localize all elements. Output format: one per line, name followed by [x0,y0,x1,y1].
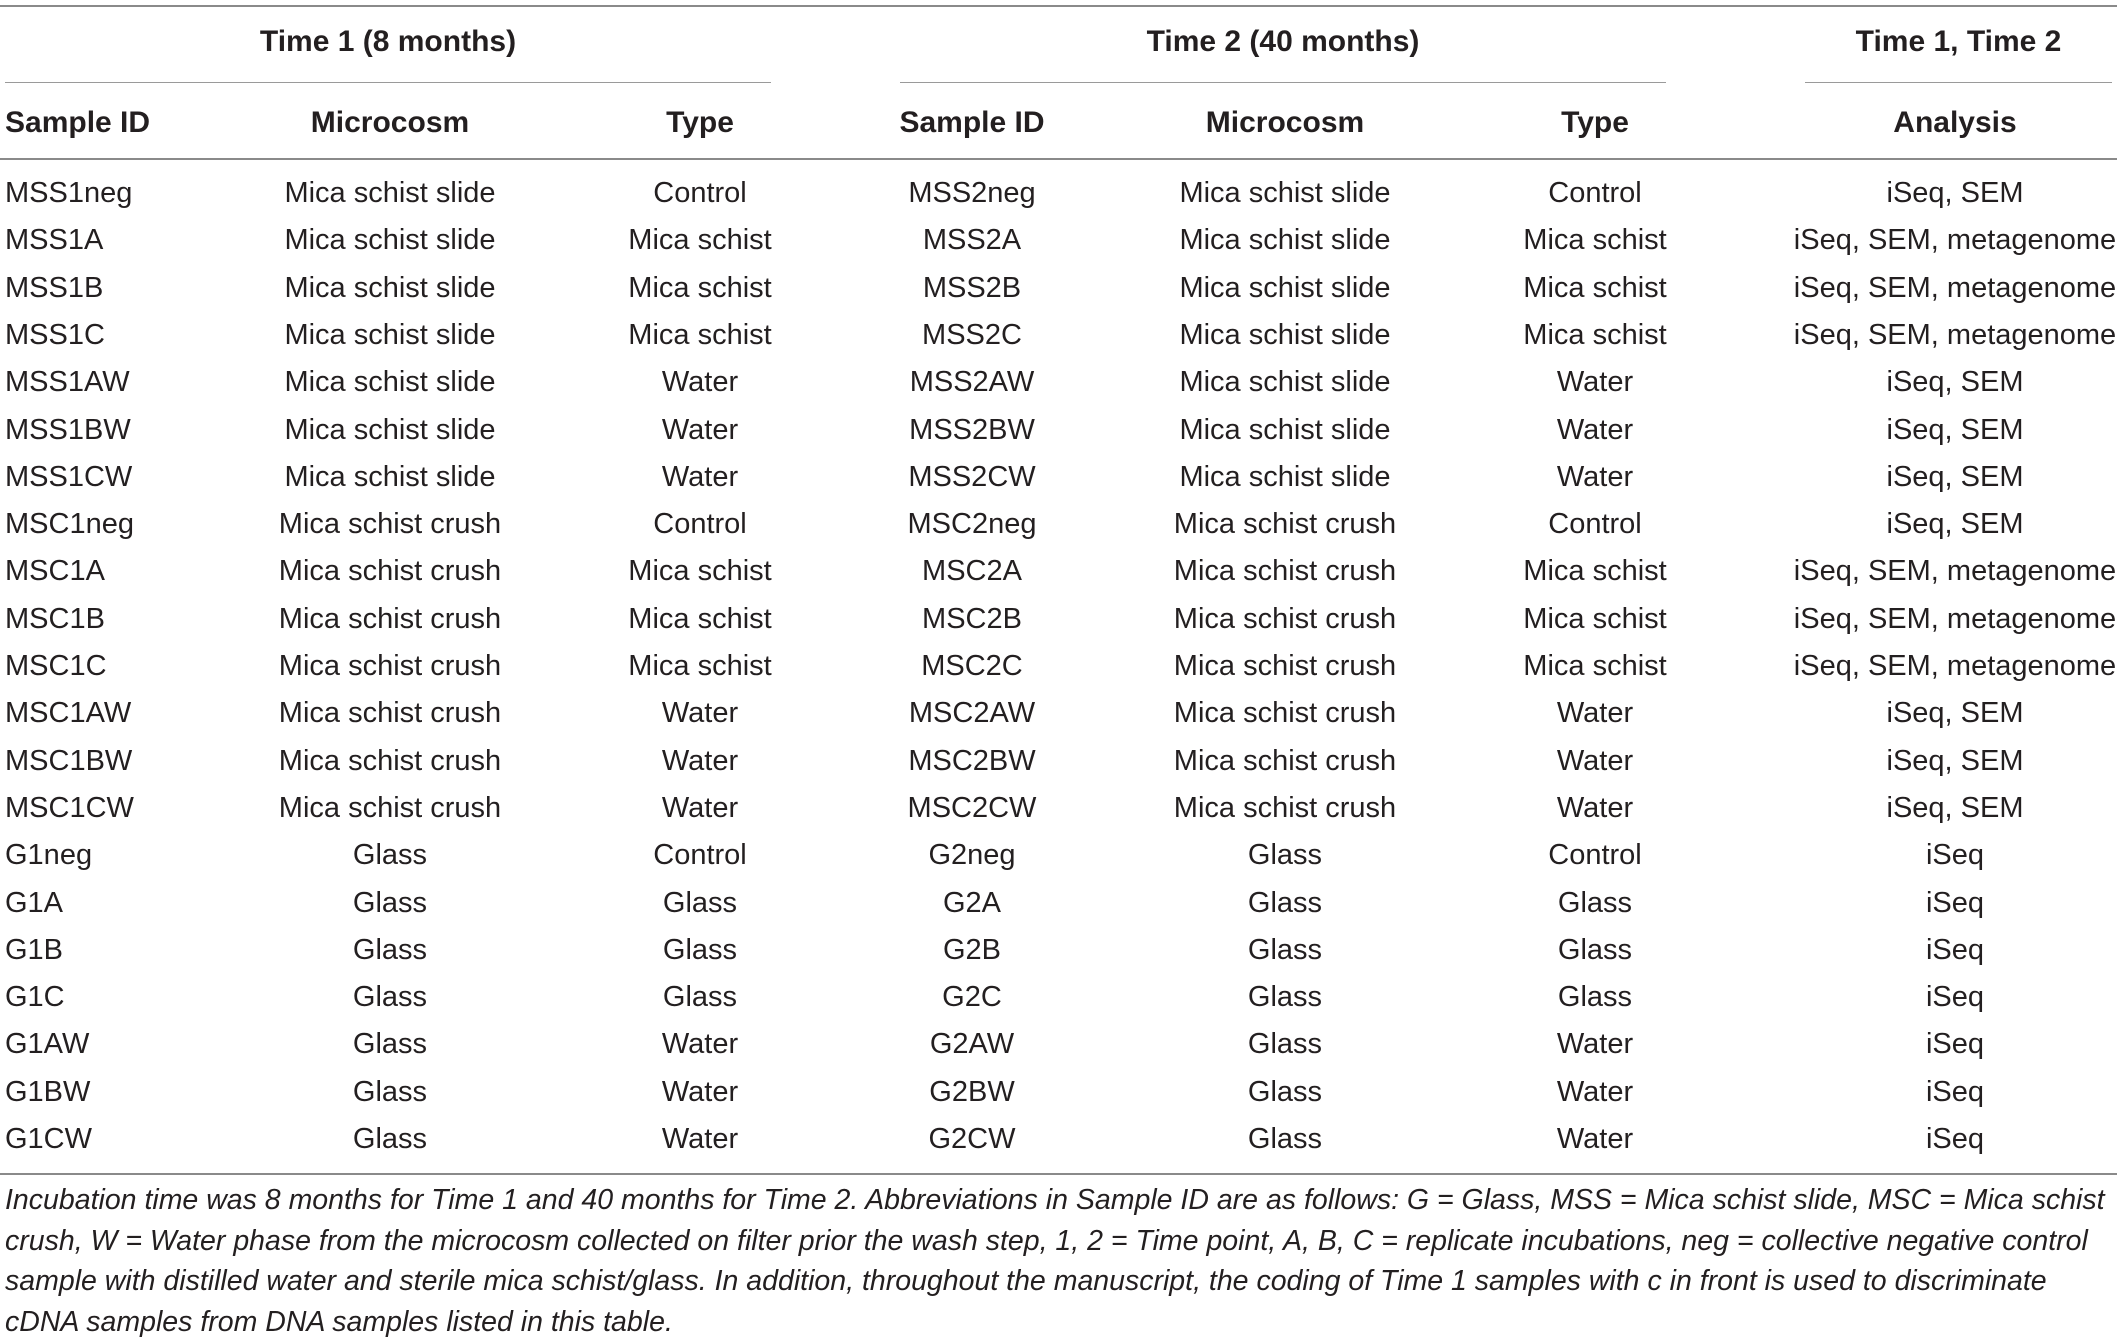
cell-type-1: Glass [662,886,738,919]
cell-sample-id-1: G1A [5,886,64,919]
cell-sample-id-2: MSC2B [922,602,1022,635]
cell-sample-id-1: G1AW [5,1028,90,1061]
cell-microcosm-1: Glass [352,886,428,919]
col-header-sample-id-1: Sample ID [5,106,151,139]
cell-analysis: iSeq, SEM [1886,508,2024,541]
cell-sample-id-2: MSS2C [922,318,1022,351]
cell-type-1: Glass [662,981,738,1014]
cell-analysis: iSeq, SEM, metagenome [1793,271,2117,304]
cell-type-2: Glass [1557,886,1633,919]
cell-microcosm-1: Mica schist crush [278,602,502,635]
cell-microcosm-2: Mica schist slide [1179,366,1391,399]
cell-type-1: Control [653,177,747,209]
cell-sample-id-2: G2neg [928,839,1016,872]
table-row [0,170,2117,217]
cell-microcosm-2: Mica schist crush [1173,508,1397,541]
col-header-type-2: Type [1561,106,1629,139]
cell-sample-id-1: MSS1C [5,318,105,351]
cell-microcosm-2: Mica schist crush [1173,744,1397,777]
table-row [0,407,2117,454]
cell-sample-id-2: G2B [942,933,1002,966]
cell-microcosm-1: Glass [352,1075,428,1108]
cell-microcosm-1: Glass [352,933,428,966]
cell-sample-id-2: G2BW [929,1075,1015,1108]
cell-type-2: Glass [1557,981,1633,1014]
group-header-time1: Time 1 (8 months) [259,25,517,58]
cell-sample-id-1: G1C [5,981,65,1014]
cell-analysis: iSeq [1925,839,1985,872]
table-row [0,880,2117,927]
cell-type-1: Water [661,1123,739,1155]
cell-microcosm-2: Glass [1247,1028,1323,1061]
table-row [0,927,2117,974]
cell-type-1: Water [661,744,739,777]
cell-type-1: Mica schist [628,271,772,304]
cell-microcosm-2: Mica schist slide [1179,177,1391,209]
cell-sample-id-1: G1B [5,933,64,966]
cell-microcosm-1: Glass [352,839,428,872]
table-row [0,1021,2117,1068]
cell-analysis: iSeq, SEM [1886,791,2024,824]
cell-type-2: Water [1556,1028,1634,1061]
table-row [0,690,2117,737]
col-header-microcosm-2: Microcosm [1205,106,1365,139]
cell-type-2: Mica schist [1523,271,1667,304]
cell-sample-id-2: MSS2CW [908,460,1036,493]
cell-type-2: Water [1556,697,1634,730]
col-header-sample-id-2: Sample ID [899,106,1045,139]
table-row [0,1069,2117,1116]
cell-sample-id-2: MSS2neg [908,177,1036,209]
cell-analysis: iSeq, SEM [1886,177,2024,209]
cell-analysis: iSeq, SEM [1886,697,2024,730]
cell-analysis: iSeq, SEM, metagenome [1793,602,2117,635]
cell-microcosm-1: Glass [352,981,428,1014]
cell-microcosm-2: Mica schist slide [1179,460,1391,493]
cell-sample-id-2: MSS2BW [909,413,1035,446]
group-rule-time1 [5,82,771,83]
cell-type-1: Control [653,839,747,872]
cell-microcosm-2: Mica schist crush [1173,555,1397,588]
cell-microcosm-1: Glass [352,1123,428,1155]
cell-microcosm-1: Glass [352,1028,428,1061]
cell-microcosm-1: Mica schist crush [278,791,502,824]
cell-sample-id-2: MSS2AW [909,366,1035,399]
cell-type-1: Water [661,1075,739,1108]
cell-sample-id-1: MSS1A [5,224,104,257]
table-row [0,454,2117,501]
cell-sample-id-1: G1CW [5,1123,92,1155]
cell-microcosm-2: Glass [1247,933,1323,966]
cell-analysis: iSeq, SEM, metagenome [1793,650,2117,682]
cell-type-1: Water [661,1028,739,1061]
cell-sample-id-2: G2AW [929,1028,1015,1061]
cell-sample-id-1: MSC1CW [5,791,134,824]
cell-sample-id-1: MSC1neg [5,508,134,541]
cell-sample-id-2: MSC2A [922,555,1022,588]
cell-sample-id-2: MSC2C [921,650,1023,682]
cell-type-2: Water [1556,744,1634,777]
cell-type-2: Water [1556,460,1634,493]
cell-sample-id-1: MSC1AW [5,697,132,730]
table-row [0,501,2117,548]
col-header-microcosm-1: Microcosm [310,106,470,139]
cell-analysis: iSeq, SEM [1886,460,2024,493]
cell-analysis: iSeq [1925,1028,1985,1061]
cell-microcosm-1: Mica schist crush [278,555,502,588]
cell-sample-id-2: G2A [942,886,1002,919]
cell-sample-id-2: MSC2AW [908,697,1036,730]
cell-type-2: Mica schist [1523,555,1667,588]
cell-type-1: Water [661,413,739,446]
cell-microcosm-1: Mica schist slide [284,271,496,304]
table-row [0,785,2117,832]
cell-type-2: Water [1556,366,1634,399]
cell-type-2: Mica schist [1523,602,1667,635]
cell-type-1: Glass [662,933,738,966]
group-header-time2: Time 2 (40 months) [1146,25,1420,58]
table-row [0,548,2117,595]
cell-sample-id-1: MSC1C [5,650,107,682]
cell-microcosm-1: Mica schist slide [284,366,496,399]
table-row [0,832,2117,879]
cell-microcosm-1: Mica schist slide [284,177,496,209]
cell-type-1: Water [661,791,739,824]
cell-sample-id-1: MSC1A [5,555,105,588]
cell-sample-id-1: MSS1BW [5,413,131,446]
bottom-rule [0,1173,2117,1175]
cell-type-1: Mica schist [628,650,772,682]
cell-microcosm-1: Mica schist slide [284,318,496,351]
cell-type-2: Water [1556,791,1634,824]
cell-microcosm-2: Mica schist crush [1173,602,1397,635]
cell-sample-id-1: G1neg [5,839,93,872]
cell-analysis: iSeq [1925,933,1985,966]
cell-microcosm-2: Mica schist crush [1173,697,1397,730]
cell-type-1: Mica schist [628,318,772,351]
cell-microcosm-1: Mica schist crush [278,744,502,777]
cell-sample-id-1: MSS1CW [5,460,133,493]
group-header-both: Time 1, Time 2 [1855,25,2062,58]
cell-microcosm-1: Mica schist crush [278,650,502,682]
cell-type-2: Control [1548,177,1642,209]
cell-type-2: Glass [1557,933,1633,966]
cell-microcosm-1: Mica schist slide [284,413,496,446]
cell-type-1: Mica schist [628,224,772,257]
cell-analysis: iSeq [1925,1123,1985,1155]
table-row [0,596,2117,643]
cell-analysis: iSeq, SEM [1886,744,2024,777]
cell-analysis: iSeq, SEM, metagenome [1793,318,2117,351]
table-row [0,974,2117,1021]
group-rule-time2 [900,82,1666,83]
table-row [0,217,2117,264]
cell-microcosm-1: Mica schist slide [284,460,496,493]
col-header-analysis: Analysis [1893,106,2017,139]
cell-microcosm-2: Mica schist crush [1173,650,1397,682]
cell-analysis: iSeq [1925,886,1985,919]
cell-sample-id-1: G1BW [5,1075,91,1108]
cell-analysis: iSeq, SEM, metagenome [1793,224,2117,257]
cell-type-2: Mica schist [1523,318,1667,351]
cell-microcosm-1: Mica schist crush [278,508,502,541]
cell-type-2: Water [1556,413,1634,446]
top-rule [0,5,2117,7]
cell-type-1: Control [653,508,747,541]
cell-type-2: Mica schist [1523,224,1667,257]
cell-type-2: Control [1548,508,1642,541]
header-rule [0,158,2117,160]
cell-microcosm-2: Glass [1247,1075,1323,1108]
cell-sample-id-2: G2C [942,981,1002,1014]
cell-sample-id-1: MSC1BW [5,744,133,777]
cell-sample-id-1: MSS1neg [5,177,133,209]
cell-microcosm-2: Mica schist slide [1179,318,1391,351]
table-row [0,1116,2117,1163]
cell-sample-id-1: MSS1B [5,271,104,304]
cell-analysis: iSeq, SEM, metagenome [1793,555,2117,588]
table-row [0,738,2117,785]
table-row [0,265,2117,312]
col-header-type-1: Type [666,106,734,139]
cell-microcosm-2: Mica schist slide [1179,413,1391,446]
table-row [0,359,2117,406]
cell-sample-id-2: MSC2BW [908,744,1036,777]
cell-sample-id-2: MSC2CW [907,791,1037,824]
cell-type-1: Water [661,366,739,399]
cell-sample-id-2: MSS2A [922,224,1022,257]
cell-microcosm-2: Mica schist slide [1179,271,1391,304]
cell-microcosm-2: Glass [1247,886,1323,919]
cell-sample-id-2: G2CW [928,1123,1016,1155]
cell-type-2: Control [1548,839,1642,872]
table-caption: Incubation time was 8 months for Time 1 and 40 months for Time 2. Abbreviations in Sample ID are as follows: G = Glass, MSS = Mica schist slide, MSC = Mica schist crush, W = Water phase from the microcosm collected on filter prior the wash step, 1, 2 = Time point, A, B, C = replicate incubations, neg = collective negative control sample with distilled water and sterile mica schist/glass. In addition, throughout the manuscript, the coding of Time 1 samples with c in front is used to discriminate cDNA samples from DNA samples listed in this table. [5,1184,2105,1338]
cell-sample-id-1: MSC1B [5,602,105,635]
cell-analysis: iSeq, SEM [1886,366,2024,399]
cell-microcosm-2: Mica schist slide [1179,224,1391,257]
cell-analysis: iSeq [1925,1075,1985,1108]
table-row [0,643,2117,690]
cell-type-1: Mica schist [628,555,772,588]
cell-microcosm-2: Glass [1247,839,1323,872]
cell-microcosm-2: Mica schist crush [1173,791,1397,824]
cell-analysis: iSeq, SEM [1886,413,2024,446]
group-rule-both [1805,82,2112,83]
cell-type-2: Mica schist [1523,650,1667,682]
cell-type-2: Water [1556,1075,1634,1108]
table-row [0,312,2117,359]
cell-sample-id-2: MSS2B [922,271,1022,304]
cell-type-1: Water [661,460,739,493]
cell-microcosm-2: Glass [1247,1123,1323,1155]
cell-microcosm-2: Glass [1247,981,1323,1014]
cell-type-2: Water [1556,1123,1634,1155]
cell-sample-id-1: MSS1AW [5,366,130,399]
cell-type-1: Mica schist [628,602,772,635]
cell-microcosm-1: Mica schist slide [284,224,496,257]
cell-microcosm-1: Mica schist crush [278,697,502,730]
cell-sample-id-2: MSC2neg [907,508,1037,541]
cell-analysis: iSeq [1925,981,1985,1014]
cell-type-1: Water [661,697,739,730]
